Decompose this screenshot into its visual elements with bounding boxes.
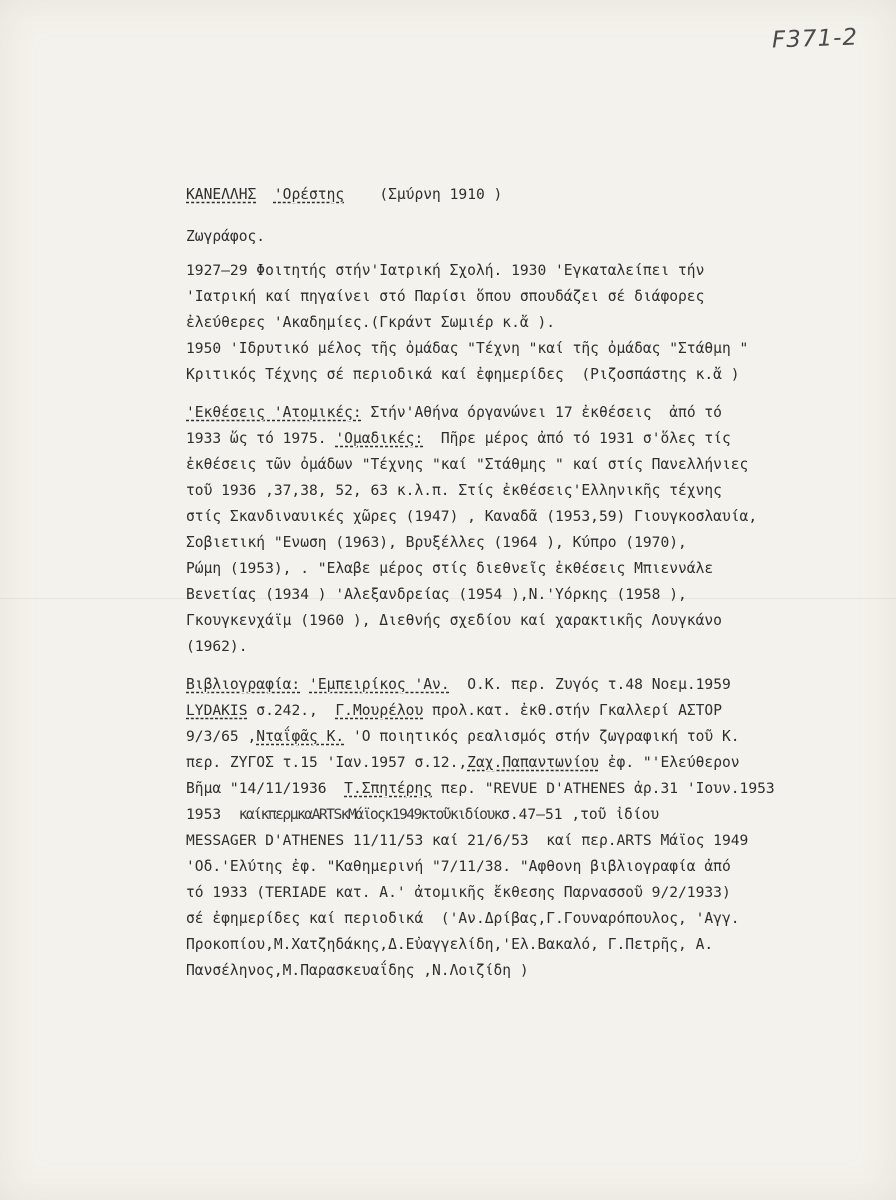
bib-text: προλ.κατ. ἐκθ.στήν Γκαλλερί ΑΣΤΟΡ bbox=[423, 702, 722, 719]
bib-author: Γ.Μουρέλου bbox=[335, 702, 424, 719]
bib-author: LYDAKIS bbox=[186, 702, 248, 719]
exhibitions-line: (1962). bbox=[186, 638, 248, 655]
bib-text: σ.47–51 ,τοῦ ἰδίου bbox=[501, 806, 660, 823]
bio-line: Κριτικός Τέχνης σέ περιοδικά καί ἐφημερίδες (Ριζοσπάστης κ.ἄ ) bbox=[186, 366, 740, 383]
exhibitions-text: 1933 ὥς τό 1975. bbox=[186, 430, 336, 447]
bio-line: ἐλεύθερες 'Ακαδημίες.(Γκράντ Σωμιέρ κ.ἄ ). bbox=[186, 314, 556, 331]
bibliography-line: τό 1933 (TERIADE κατ. Α.' ἀτομικῆς ἔκθεσης Παρνασσοῦ 9/2/1933) bbox=[186, 884, 731, 901]
exhibitions-line: ἐκθέσεις τῶν ὀμάδων "Τέχνης "καί "Στάθμης " καί στίς Πανελλήνιες bbox=[186, 456, 749, 473]
exhibitions-line: Ρώμη (1953), . "Ελαβε μέρος στίς διεθνεῖς ἐκθέσεις Μπιεννάλε bbox=[186, 560, 714, 577]
bibliography-line bbox=[186, 672, 731, 698]
birth-info: (Σμύρνη 1910 ) bbox=[379, 186, 503, 203]
group-exhibitions-label: 'Ομαδικές: bbox=[335, 430, 424, 447]
exhibitions-line: Γκουγκενχάϊμ (1960 ), Διεθνής σχεδίου καί χαρακτικῆς Λουγκάνο bbox=[186, 612, 722, 629]
exhibitions-line: Βενετίας (1934 ) 'Αλεξανδρείας (1954 ),Ν.'Υόρκης (1958 ), bbox=[186, 586, 687, 603]
bib-author: Ζαχ.Παπαντωνίου bbox=[467, 754, 599, 771]
exhibitions-line bbox=[186, 426, 731, 452]
bib-text: Βῆμα "14/11/1936 bbox=[186, 780, 345, 797]
bio-line: 'Ιατρική καί πηγαίνει στό Παρίσι ὅπου σπουδάζει σέ διάφορες bbox=[186, 288, 705, 305]
bio-line: 1950 'Ιδρυτικό μέλος τῆς ὀμάδας "Τέχνη "καί τῆς ὀμάδας "Στάθμη " bbox=[186, 340, 749, 357]
bib-text: περ. ΖΥΓΟΣ τ.15 'Ιαν.1957 σ.12., bbox=[186, 754, 468, 771]
exhibitions-line: τοῦ 1936 ,37,38, 52, 63 κ.λ.π. Στίς ἐκθέσεις'Ελληνικῆς τέχνης bbox=[186, 482, 722, 499]
bibliography-line: Προκοπίου,Μ.Χατζηδάκης,Δ.Εὐαγγελίδη,'Ελ.Βακαλό, Γ.Πετρῆς, Α. bbox=[186, 936, 714, 953]
bibliography-line: 'Οδ.'Ελύτης ἐφ. "Καθημερινή "7/11/38. "Αφθονη βιβλιογραφία ἀπό bbox=[186, 858, 731, 875]
exhibitions-text: Στήν'Αθήνα όργανώνει 17 ἐκθέσεις ἀπό τό bbox=[361, 404, 722, 421]
exhibitions-text: Πῆρε μέρος ἀπό τό 1931 σ'ὅλες τίς bbox=[423, 430, 731, 447]
profession: Ζωγράφος. bbox=[186, 228, 266, 245]
bibliography-line: σέ ἐφημερίδες καί περιοδικά ('Αν.Δρίβας,Γ.Γουναρόπουλος, 'Αγγ. bbox=[186, 910, 740, 927]
archive-code: F371-2 bbox=[771, 24, 859, 54]
bibliography-line: MESSAGER D'ATHENES 11/11/53 καί 21/6/53 καί περ.ARTS Μάϊος 1949 bbox=[186, 832, 749, 849]
bibliography-line bbox=[186, 698, 722, 724]
bibliography-line bbox=[186, 802, 659, 828]
artist-surname: ΚΑΝΕΛΛΗΣ bbox=[186, 186, 257, 203]
exhibitions-line bbox=[186, 400, 722, 426]
bib-author: Τ.Σπητέρης bbox=[344, 780, 433, 797]
bib-text: 'Ο ποιητικός ρεαλισμός στήν ζωγραφική τοῦ Κ. bbox=[344, 728, 740, 745]
bibliography-line bbox=[186, 724, 740, 750]
bib-text: Ο.Κ. περ. Ζυγός τ.48 Νοεμ.1959 bbox=[449, 676, 731, 693]
bib-text: ἐφ. "'Ελεύθερον bbox=[598, 754, 740, 771]
bibliography-line: Πανσέληνος,Μ.Παρασκευαΐδης ,Ν.Λοιζίδη ) bbox=[186, 962, 529, 979]
bib-author: 'Εμπειρίκος 'Αν. bbox=[309, 676, 450, 693]
bib-author: Νταΐφᾶς Κ. bbox=[256, 728, 345, 745]
bibliography-line bbox=[186, 776, 775, 802]
bib-text: περ. "REVUE D'ATHENES ἀρ.31 'Ιουν.1953 bbox=[432, 780, 775, 797]
bibliography-line bbox=[186, 750, 740, 776]
overtyped-text: καίκπερμκαARTSκMάϊοςκ1949κτοῦκιδίουκ bbox=[238, 806, 502, 823]
exhibitions-line: Σοβιετική "Ενωση (1963), Βρυξέλλες (1964 ), Κύπρο (1970), bbox=[186, 534, 687, 551]
bib-text: 1953 bbox=[186, 806, 239, 823]
entry-header bbox=[186, 182, 502, 208]
artist-firstname: 'Ορέστης bbox=[273, 186, 345, 203]
bibliography-label: Βιβλιογραφία: bbox=[186, 676, 301, 693]
exhibitions-label: 'Εκθέσεις 'Ατομικές: bbox=[186, 404, 362, 421]
exhibitions-line: στίς Σκανδιναυικές χῶρες (1947) , Καναδᾶ (1953,59) Γιουγκοσλαυία, bbox=[186, 508, 758, 525]
bib-text: 9/3/65 , bbox=[186, 728, 257, 745]
bib-text: σ.242., bbox=[247, 702, 336, 719]
bio-line: 1927–29 Φοιτητής στήν'Ιατρική Σχολή. 1930 'Εγκαταλείπει τήν bbox=[186, 262, 705, 279]
